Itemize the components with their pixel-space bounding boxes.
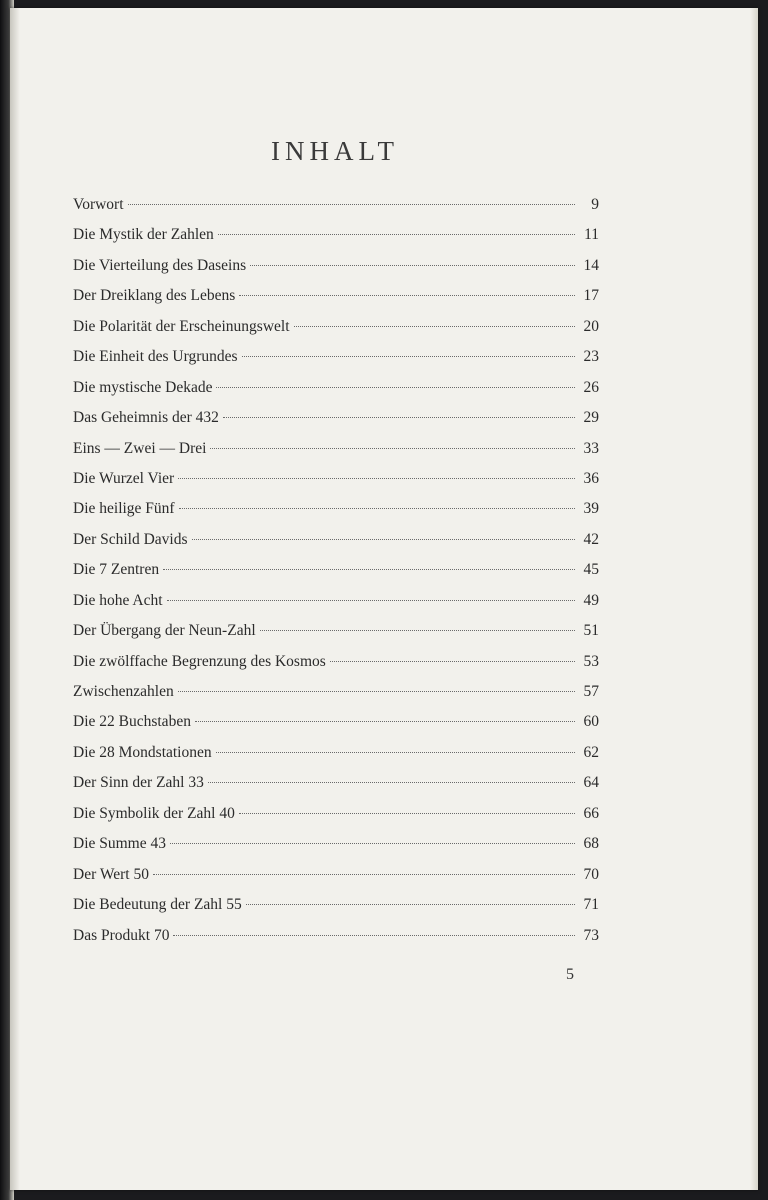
toc-dot-leader [250, 265, 575, 266]
toc-entry-title: Die mystische Dekade [73, 378, 213, 396]
toc-entry [73, 707, 599, 737]
toc-entry-page: 73 [583, 926, 599, 944]
toc-entry-title: Zwischenzahlen [73, 683, 174, 700]
toc-entry-title: Die Mystik der Zahlen [73, 226, 214, 244]
toc-entry-page: 14 [583, 256, 599, 274]
toc-entry-title: Die Einheit des Urgrundes [73, 348, 238, 366]
toc-entry-title: Eins — Zwei — Drei [73, 439, 207, 457]
toc-entry [73, 464, 599, 494]
toc-entry-page: 53 [583, 652, 599, 670]
toc-dot-leader [167, 600, 575, 601]
toc-dot-leader [128, 204, 575, 205]
toc-entry [73, 312, 599, 342]
toc-entry-page: 62 [583, 743, 599, 761]
toc-entry [73, 890, 599, 920]
toc-entry-page: 68 [583, 835, 599, 853]
toc-entry-page: 26 [583, 378, 599, 396]
page-number: 5 [566, 966, 574, 983]
toc-entry-page: 20 [583, 317, 599, 335]
toc-dot-leader [239, 813, 575, 814]
toc-dot-leader [192, 539, 575, 540]
toc-entry-title: Der Dreiklang des Lebens [73, 287, 236, 305]
toc-entry [73, 555, 599, 585]
book-page [10, 8, 758, 1190]
toc-entry [73, 281, 599, 311]
toc-entry [73, 373, 599, 403]
toc-entry-page: 64 [583, 774, 599, 792]
toc-entry-page: 9 [591, 196, 599, 213]
toc-entry-title: Die 7 Zentren [73, 561, 160, 579]
toc-entry [73, 342, 599, 372]
toc-entry-title: Die Vierteilung des Daseins [73, 256, 247, 274]
toc-entry-page: 36 [583, 469, 599, 487]
toc-dot-leader [218, 234, 575, 235]
toc-entry [73, 921, 599, 951]
toc-entry [73, 799, 599, 829]
toc-entry [73, 434, 599, 464]
toc-entry-title: Der Wert 50 [73, 865, 149, 883]
toc-dot-leader [223, 417, 575, 418]
toc-entry-page: 71 [583, 896, 599, 914]
toc-dot-leader [216, 752, 575, 753]
toc-entry-page: 33 [583, 439, 599, 457]
toc-dot-leader [260, 630, 575, 631]
toc-entry-title: Die 22 Buchstaben [73, 713, 191, 731]
toc-entry [73, 190, 599, 220]
toc-entry-title: Der Schild Davids [73, 530, 188, 548]
toc-entry-page: 66 [583, 804, 599, 822]
toc-entry-page: 51 [583, 622, 599, 640]
toc-dot-leader [210, 448, 575, 449]
toc-entry-page: 17 [583, 287, 599, 305]
toc-entry-page: 23 [583, 348, 599, 366]
toc-entry [73, 860, 599, 890]
toc-dot-leader [153, 874, 575, 875]
toc-entry-page: 49 [583, 591, 599, 609]
toc-entry-title: Die 28 Mondstationen [73, 743, 212, 761]
toc-entry-title: Das Geheimnis der 432 [73, 409, 219, 427]
toc-dot-leader [242, 356, 575, 357]
toc-entry [73, 403, 599, 433]
page-title: INHALT [271, 136, 399, 166]
toc-entry [73, 586, 599, 616]
table-of-contents [73, 190, 599, 951]
toc-entry-page: 57 [583, 683, 599, 700]
toc-entry-title: Die zwölffache Begrenzung des Kosmos [73, 652, 326, 670]
toc-entry-page: 45 [583, 561, 599, 579]
toc-entry-title: Die Summe 43 [73, 835, 166, 853]
toc-entry [73, 220, 599, 250]
toc-entry [73, 251, 599, 281]
toc-entry-title: Die Wurzel Vier [73, 469, 175, 487]
toc-dot-leader [208, 782, 575, 783]
toc-entry [73, 647, 599, 677]
toc-dot-leader [178, 691, 575, 692]
toc-dot-leader [179, 508, 575, 509]
toc-entry-page: 11 [584, 226, 599, 244]
toc-entry [73, 768, 599, 798]
page-gutter-shadow [10, 8, 20, 1190]
toc-entry-title: Die Bedeutung der Zahl 55 [73, 896, 242, 914]
toc-dot-leader [246, 904, 575, 905]
toc-dot-leader [216, 387, 575, 388]
toc-dot-leader [195, 721, 575, 722]
toc-dot-leader [170, 843, 575, 844]
toc-entry-title: Der Sinn der Zahl 33 [73, 774, 204, 792]
toc-entry-page: 42 [583, 530, 599, 548]
toc-dot-leader [294, 326, 575, 327]
toc-entry-title: Die Symbolik der Zahl 40 [73, 804, 235, 822]
toc-entry-page: 70 [583, 865, 599, 883]
toc-dot-leader [163, 569, 575, 570]
toc-entry [73, 616, 599, 646]
toc-entry-title: Die hohe Acht [73, 591, 163, 609]
toc-entry-title: Die Polarität der Erscheinungswelt [73, 317, 290, 335]
toc-entry-page: 39 [583, 500, 599, 518]
toc-dot-leader [178, 478, 575, 479]
toc-entry [73, 738, 599, 768]
toc-entry-title: Der Übergang der Neun-Zahl [73, 622, 256, 640]
toc-entry-page: 29 [583, 409, 599, 427]
toc-entry [73, 494, 599, 524]
toc-dot-leader [330, 661, 575, 662]
page-edge-shadow [750, 8, 758, 1190]
toc-entry-title: Die heilige Fünf [73, 500, 175, 518]
toc-entry [73, 829, 599, 859]
toc-entry-page: 60 [583, 713, 599, 731]
toc-dot-leader [173, 935, 575, 936]
toc-entry-title: Das Produkt 70 [73, 926, 170, 944]
toc-entry [73, 677, 599, 707]
toc-entry [73, 525, 599, 555]
toc-entry-title: Vorwort [73, 196, 124, 213]
toc-dot-leader [239, 295, 575, 296]
